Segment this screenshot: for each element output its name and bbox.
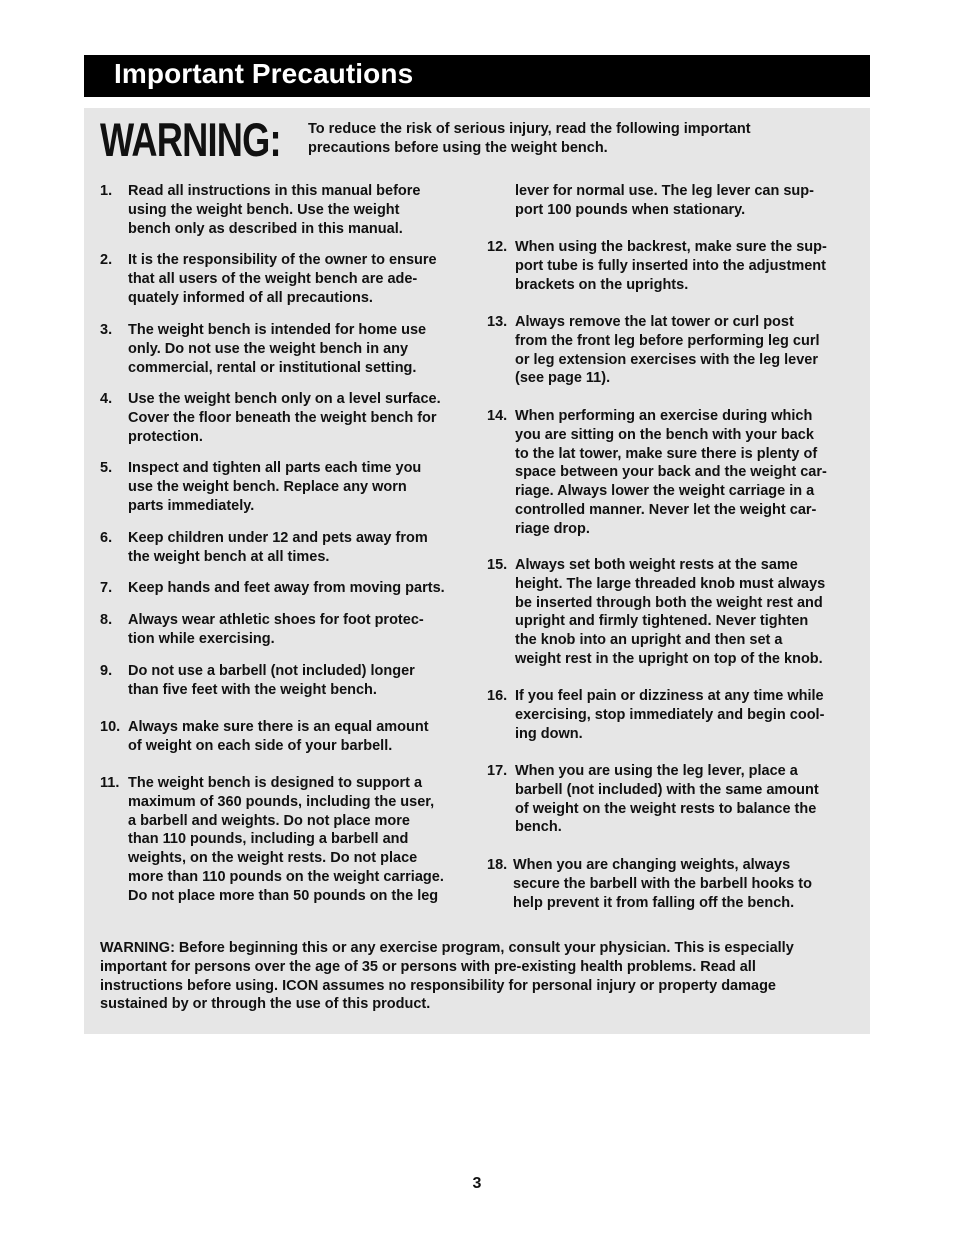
item-number: 1.: [100, 183, 113, 199]
item-number: 3.: [100, 322, 113, 338]
item-line: ing down.: [515, 725, 583, 742]
item-line: only. Do not use the weight bench in any: [128, 340, 409, 357]
item-line: Do not use a barbell (not included) longer: [128, 663, 415, 679]
item-number: 2.: [100, 252, 113, 268]
item-line: of weight on each side of your barbell.: [128, 737, 393, 754]
item-line: If you feel pain or dizziness at any time while: [515, 688, 824, 704]
item-line: Do not place more than 50 pounds on the leg: [128, 887, 439, 904]
item-line: Always wear athletic shoes for foot protec-: [128, 612, 424, 628]
warning-intro-line: To reduce the risk of serious injury, read the following important: [308, 121, 751, 137]
item-line: Inspect and tighten all parts each time you: [128, 460, 422, 476]
item-line: you are sitting on the bench with your back: [515, 426, 814, 443]
item-line: or leg extension exercises with the leg lever: [515, 351, 819, 368]
item-line: to the lat tower, make sure there is plenty of: [515, 445, 818, 462]
page-number: 3: [472, 1175, 482, 1192]
physician-warning-line: instructions before using. ICON assumes no responsibility for personal injury or property damage: [100, 977, 776, 994]
item-line: the knob into an upright and then set a: [515, 632, 783, 649]
item-line: more than 110 pounds on the weight carriage.: [128, 868, 444, 885]
item-number: 5.: [100, 460, 113, 476]
item-line: weights, on the weight rests. Do not place: [128, 850, 418, 867]
item-line: protection.: [128, 428, 203, 445]
item-number: 9.: [100, 663, 113, 679]
item-line: Use the weight bench only on a level surface.: [128, 391, 441, 407]
item-line: When using the backrest, make sure the sup-: [515, 239, 827, 255]
item-line: controlled manner. Never let the weight car-: [515, 501, 817, 518]
item-line: bench only as described in this manual.: [128, 220, 403, 237]
physician-warning-line: sustained by or through the use of this product.: [100, 996, 431, 1013]
item-line: Read all instructions in this manual before: [128, 183, 421, 199]
item-line: Keep hands and feet away from moving parts.: [128, 580, 445, 596]
item-line: Always set both weight rests at the same: [515, 557, 798, 573]
item-line: The weight bench is designed to support a: [128, 775, 423, 791]
item-line: tion while exercising.: [128, 630, 275, 647]
item-line: barbell (not included) with the same amount: [515, 781, 819, 798]
item-line: commercial, rental or institutional setting.: [128, 359, 417, 376]
item-line: of weight on the weight rests to balance the: [515, 800, 817, 817]
item-line: Always make sure there is an equal amount: [128, 719, 429, 735]
item-number: 16.: [487, 688, 508, 704]
precaution-item-11-continued: [515, 182, 814, 220]
item-line: using the weight bench. Use the weight: [128, 201, 400, 218]
item-line: riage. Always lower the weight carriage in a: [515, 483, 815, 500]
warning-heading: WARNING:: [100, 113, 281, 166]
physician-warning-line: WARNING: Before beginning this or any exercise program, consult your physician. This is especially: [100, 940, 794, 956]
item-line: exercising, stop immediately and begin cool-: [515, 706, 825, 723]
item-line: parts immediately.: [128, 497, 255, 514]
item-line: When performing an exercise during which: [515, 408, 813, 424]
item-line: riage drop.: [515, 520, 590, 537]
item-line: port tube is fully inserted into the adjustment: [515, 257, 826, 274]
item-number: 4.: [100, 391, 113, 407]
item-line: port 100 pounds when stationary.: [515, 201, 746, 218]
item-line: The weight bench is intended for home use: [128, 322, 427, 338]
item-line: brackets on the uprights.: [515, 276, 689, 293]
item-line: Cover the floor beneath the weight bench for: [128, 409, 437, 426]
item-line: be inserted through both the weight rest and: [515, 594, 823, 611]
item-line: help prevent it from falling off the bench.: [513, 894, 795, 911]
item-line: lever for normal use. The leg lever can sup-: [515, 183, 814, 199]
item-line: When you are changing weights, always: [513, 857, 791, 873]
item-line: quately informed of all precautions.: [128, 289, 373, 306]
physician-warning-line: important for persons over the age of 35 or persons with pre-existing health problems. Read all: [100, 958, 756, 975]
item-line: When you are using the leg lever, place a: [515, 763, 798, 779]
item-line: space between your back and the weight car-: [515, 464, 827, 481]
item-line: It is the responsibility of the owner to ensure: [128, 252, 437, 268]
item-line: that all users of the weight bench are ade-: [128, 270, 418, 287]
item-number: 6.: [100, 530, 113, 546]
item-line: the weight bench at all times.: [128, 548, 330, 565]
item-line: than five feet with the weight bench.: [128, 681, 377, 698]
item-number: 17.: [487, 763, 508, 779]
warning-intro-line: precautions before using the weight bench.: [308, 140, 608, 156]
item-number: 14.: [487, 408, 508, 424]
item-number: 15.: [487, 557, 508, 573]
item-line: (see page 11).: [515, 370, 611, 387]
item-number: 10.: [100, 719, 121, 735]
item-line: than 110 pounds, including a barbell and: [128, 831, 409, 848]
item-number: 18.: [487, 857, 508, 873]
item-line: secure the barbell with the barbell hooks to: [513, 875, 812, 892]
item-line: Always remove the lat tower or curl post: [515, 314, 794, 330]
physician-warning: [100, 939, 860, 1014]
warning-intro: [308, 120, 828, 158]
item-line: bench.: [515, 819, 562, 836]
item-line: use the weight bench. Replace any worn: [128, 478, 407, 495]
item-line: height. The large threaded knob must always: [515, 575, 826, 592]
item-number: 11.: [100, 775, 120, 791]
item-number: 12.: [487, 239, 508, 255]
item-number: 8.: [100, 612, 113, 628]
item-line: upright and firmly tightened. Never tighten: [515, 613, 809, 630]
item-line: Keep children under 12 and pets away from: [128, 530, 428, 546]
item-line: maximum of 360 pounds, including the user,: [128, 793, 435, 810]
item-number: 7.: [100, 580, 113, 596]
item-line: weight rest in the upright on top of the knob.: [515, 650, 823, 667]
section-title-bar: [84, 55, 870, 97]
item-number: 13.: [487, 314, 508, 330]
item-line: a barbell and weights. Do not place more: [128, 812, 410, 829]
item-line: from the front leg before performing leg curl: [515, 332, 820, 349]
page-title: Important Precautions: [114, 58, 414, 89]
